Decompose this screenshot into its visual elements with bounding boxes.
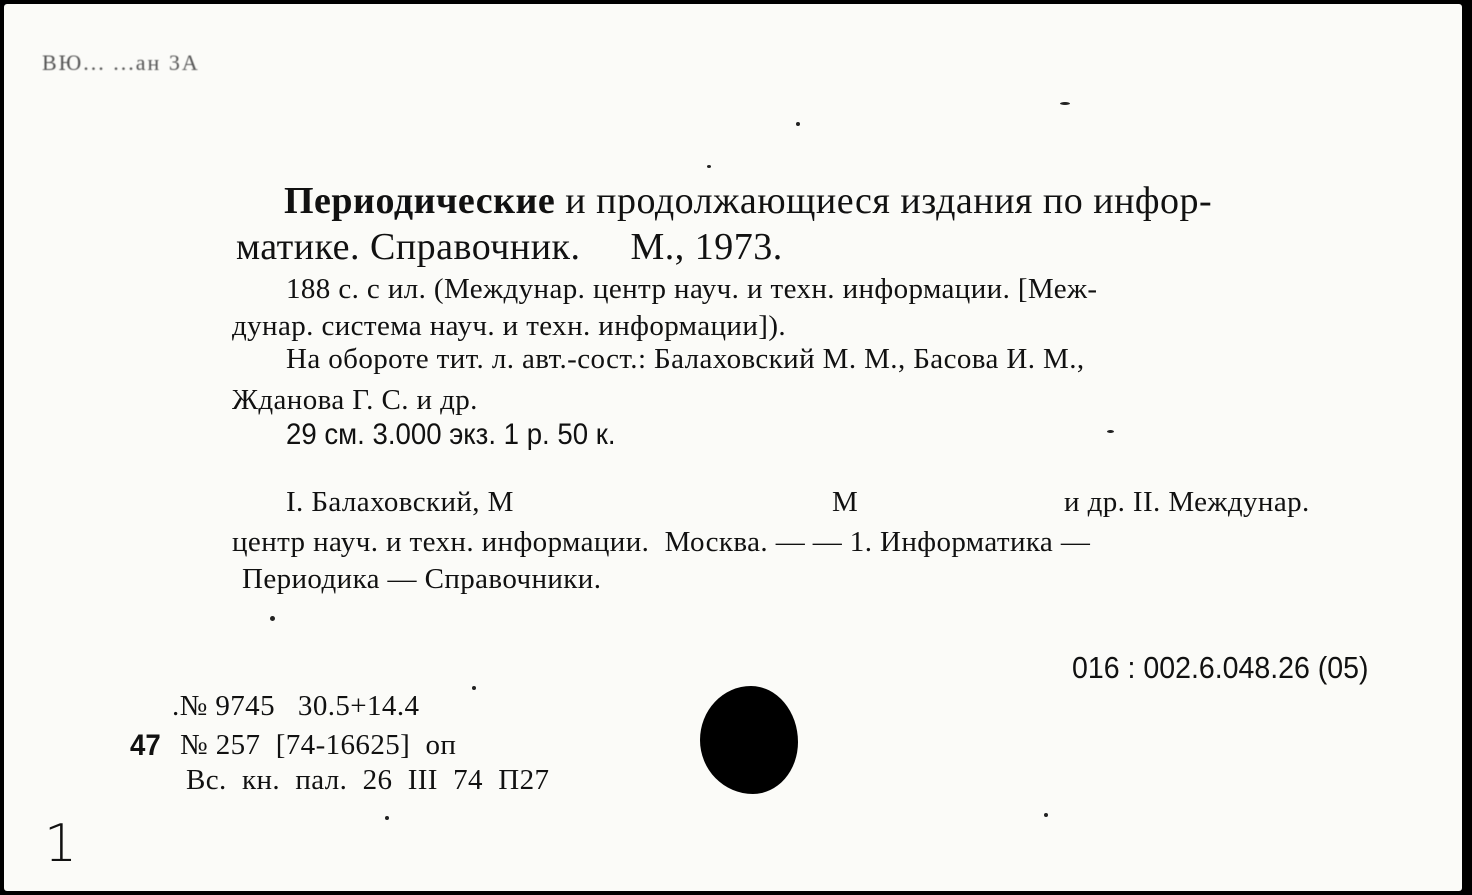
description-line-1: 188 с. с ил. (Междунар. центр науч. и техн. информации. [Меж- xyxy=(286,273,1098,305)
description-line-3: На обороте тит. л. авт.-сост.: Балаховский М. М., Басова И. М., xyxy=(286,343,1085,375)
speck xyxy=(1060,102,1070,105)
footer-line-2-prefix: 47 xyxy=(130,729,161,762)
title-bold: Периодические xyxy=(284,180,556,222)
title-rest: и продолжающиеся издания по инфор- xyxy=(555,180,1213,222)
description-line-4: Жданова Г. С. и др. xyxy=(232,384,478,416)
footer-line-1: .№ 9745 30.5+14.4 xyxy=(172,690,420,722)
speck xyxy=(472,686,476,690)
title-line-1 xyxy=(284,182,1212,220)
description-line-2: дунар. система науч. и техн. информации]). xyxy=(232,310,787,342)
speck xyxy=(270,616,275,621)
speck xyxy=(1044,813,1048,817)
ink-blot xyxy=(700,686,798,794)
title-line-2: матике. Справочник. М., 1973. xyxy=(236,226,783,268)
footer-line-3: Вс. кн. пал. 26 III 74 П27 xyxy=(186,764,550,796)
tracing-line-2: центр науч. и техн. информации. Москва. — — 1. Информатика — xyxy=(232,526,1091,558)
tracing-line-1b: М xyxy=(832,486,859,518)
tracing-line-3: Периодика — Справочники. xyxy=(242,563,602,595)
smudged-header: ВЮ... ...ан 3А xyxy=(42,50,200,75)
tracing-line-1c: и др. II. Междунар. xyxy=(1064,486,1310,518)
speck xyxy=(796,122,800,126)
speck xyxy=(1107,430,1114,433)
tracing-line-1a: I. Балаховский, М xyxy=(286,486,514,518)
description-line-5: 29 см. 3.000 экз. 1 р. 50 к. xyxy=(286,418,616,451)
speck xyxy=(707,165,711,168)
speck xyxy=(385,816,389,820)
classification-number: 016 : 002.6.048.26 (05) xyxy=(1072,650,1369,685)
footer-line-2: № 257 [74-16625] оп xyxy=(180,729,457,761)
handwritten-number: 1 xyxy=(44,814,78,874)
